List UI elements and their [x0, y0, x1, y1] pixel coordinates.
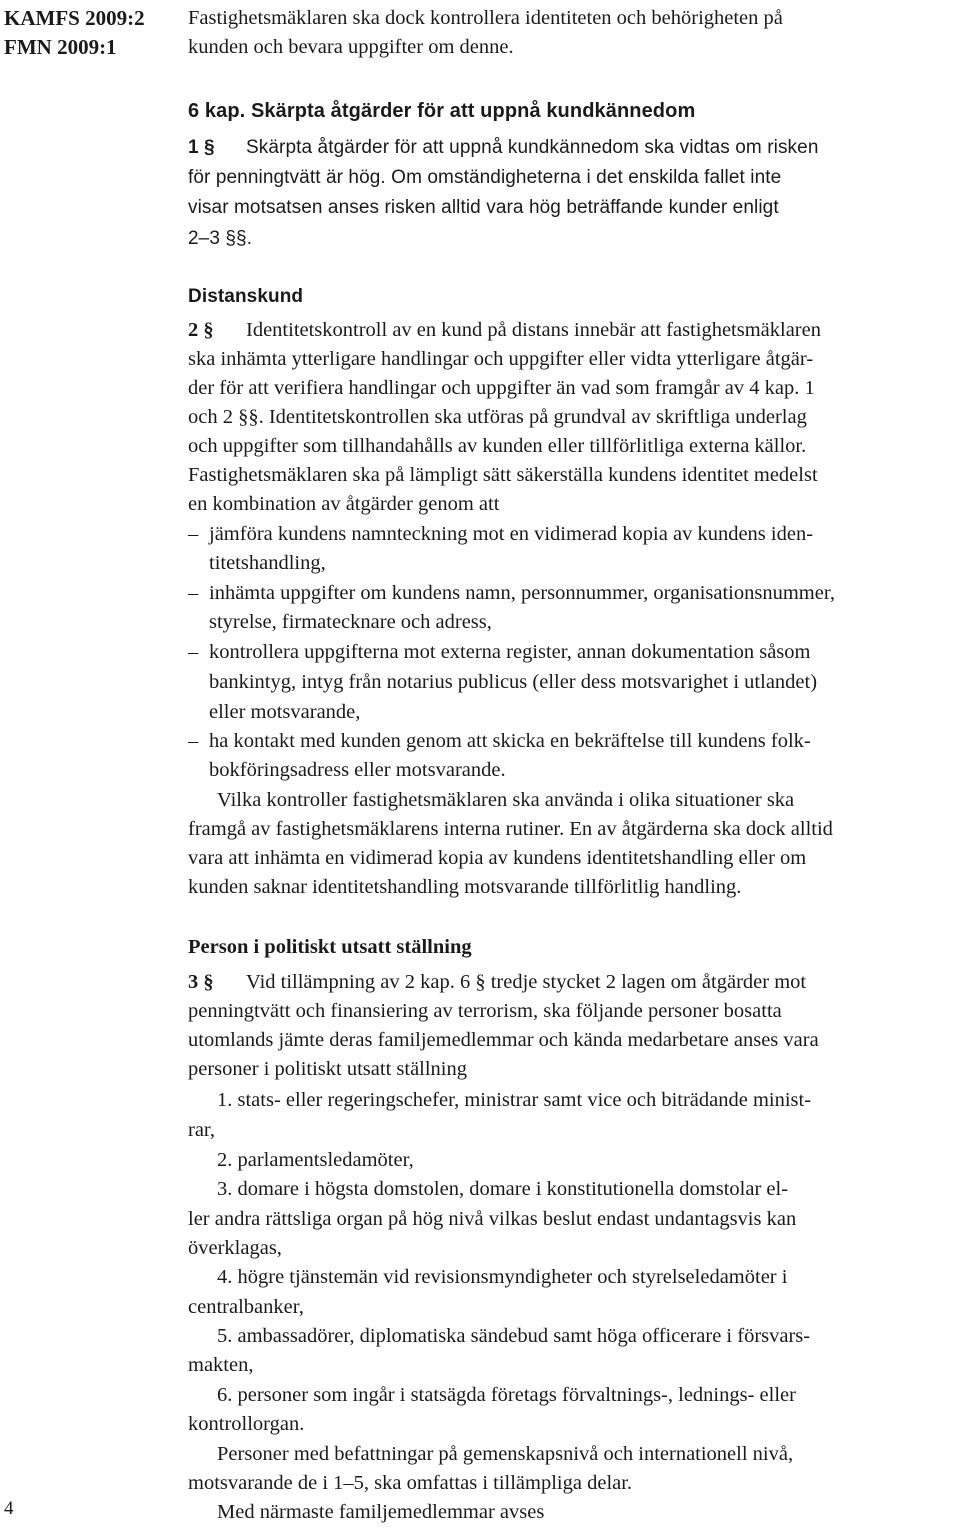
paragraph-line	[188, 316, 821, 345]
numbered-item-line: kontrollorgan.	[188, 1413, 305, 1435]
numbered-item-line: 3. domare i högsta domstolen, domare i konstitutionella domstolar el-	[217, 1178, 789, 1200]
section-heading-distanskund: Distanskund	[188, 286, 304, 307]
paragraph-line: Vilka kontroller fastighetsmäklaren ska använda i olika situationer ska	[217, 789, 795, 811]
numbered-item-line: överklagas,	[188, 1237, 282, 1259]
numbered-item-line: makten,	[188, 1354, 254, 1376]
numbered-item-line: centralbanker,	[188, 1296, 304, 1318]
list-item-line: eller motsvarande,	[209, 701, 361, 723]
list-dash: –	[188, 523, 199, 545]
list-item-line: bokföringsadress eller motsvarande.	[209, 759, 506, 781]
list-dash: –	[188, 641, 199, 663]
numbered-item-line: 4. högre tjänstemän vid revisionsmyndigheter och styrelseledamöter i	[217, 1266, 788, 1288]
paragraph-line: vara att inhämta en vidimerad kopia av kundens identitetshandling eller om	[188, 847, 807, 869]
section-number: 3 §	[188, 971, 214, 993]
section-heading-pep: Person i politiskt utsatt ställning	[188, 936, 472, 958]
numbered-item-line: 1. stats- eller regeringschefer, ministrar samt vice och biträdande minist-	[217, 1089, 812, 1111]
paragraph-line: Personer med befattningar på gemenskapsnivå och internationell nivå,	[217, 1443, 794, 1465]
intro-line: Fastighetsmäklaren ska dock kontrollera identiteten och behörigheten på	[188, 7, 783, 29]
numbered-item-line: 2. parlamentsledamöter,	[217, 1149, 414, 1171]
list-item-line: styrelse, firmatecknare och adress,	[209, 611, 492, 633]
publication-id-fmn: FMN 2009:1	[4, 35, 117, 59]
list-item-line: kontrollera uppgifterna mot externa register, annan dokumentation såsom	[209, 641, 811, 663]
paragraph-line: 2–3 §§.	[188, 228, 253, 249]
paragraph-text: Vid tillämpning av 2 kap. 6 § tredje stycket 2 lagen om åtgärder mot	[246, 971, 807, 993]
paragraph-line	[188, 968, 806, 997]
list-item-line: ha kontakt med kunden genom att skicka en bekräftelse till kundens folk-	[209, 730, 811, 752]
publication-id-kamfs: KAMFS 2009:2	[4, 6, 145, 30]
numbered-item-line: 6. personer som ingår i statsägda företags förvaltnings-, lednings- eller	[217, 1384, 796, 1406]
chapter-heading: 6 kap. Skärpta åtgärder för att uppnå kundkännedom	[188, 100, 696, 122]
list-item-line: jämföra kundens namnteckning mot en vidimerad kopia av kundens iden-	[209, 523, 814, 545]
list-item-line: titetshandling,	[209, 552, 326, 574]
section-number: 2 §	[188, 319, 214, 341]
numbered-item-line: 5. ambassadörer, diplomatiska sändebud samt höga officerare i försvars-	[217, 1325, 811, 1347]
paragraph-line	[188, 133, 819, 162]
paragraph-line: och uppgifter som tillhandahålls av kunden eller tillförlitliga externa källor.	[188, 435, 807, 457]
paragraph-text: Skärpta åtgärder för att uppnå kundkännedom ska vidtas om risken	[246, 137, 819, 158]
paragraph-line: visar motsatsen anses risken alltid vara hög beträffande kunder enligt	[188, 197, 779, 218]
paragraph-line: ska inhämta ytterligare handlingar och uppgifter eller vidta ytterligare åtgär-	[188, 348, 814, 370]
paragraph-line: framgå av fastighetsmäklarens interna rutiner. En av åtgärderna ska dock alltid	[188, 818, 833, 840]
paragraph-line: penningtvätt och finansiering av terrorism, ska följande personer bosatta	[188, 1000, 782, 1022]
paragraph-text: Identitetskontroll av en kund på distans innebär att fastighetsmäklaren	[246, 319, 821, 341]
numbered-item-line: ler andra rättsliga organ på hög nivå vilkas beslut endast undantagsvis kan	[188, 1208, 797, 1230]
paragraph-line: en kombination av åtgärder genom att	[188, 493, 500, 515]
paragraph-line: personer i politiskt utsatt ställning	[188, 1058, 468, 1080]
paragraph-line: och 2 §§. Identitetskontrollen ska utföras på grundval av skriftliga underlag	[188, 406, 807, 428]
page-number: 4	[4, 1498, 14, 1519]
numbered-item-line: rar,	[188, 1119, 216, 1141]
paragraph-line: Med närmaste familjemedlemmar avses	[217, 1501, 545, 1523]
section-number: 1 §	[188, 137, 215, 158]
paragraph-line: kunden saknar identitetshandling motsvarande tillförlitlig handling.	[188, 876, 742, 898]
paragraph-line: der för att verifiera handlingar och uppgifter än vad som framgår av 4 kap. 1	[188, 377, 815, 399]
paragraph-line: för penningtvätt är hög. Om omständigheterna i det enskilda fallet inte	[188, 167, 782, 188]
list-dash: –	[188, 730, 199, 752]
list-item-line: bankintyg, intyg från notarius publicus (eller dess motsvarighet i utlandet)	[209, 671, 818, 693]
paragraph-line: Fastighetsmäklaren ska på lämpligt sätt säkerställa kundens identitet medelst	[188, 464, 818, 486]
paragraph-line: motsvarande de i 1–5, ska omfattas i tillämpliga delar.	[188, 1472, 633, 1494]
intro-line: kunden och bevara uppgifter om denne.	[188, 36, 514, 58]
paragraph-line: utomlands jämte deras familjemedlemmar och kända medarbetare anses vara	[188, 1029, 819, 1051]
list-item-line: inhämta uppgifter om kundens namn, personnummer, organisationsnummer,	[209, 582, 835, 604]
list-dash: –	[188, 582, 199, 604]
